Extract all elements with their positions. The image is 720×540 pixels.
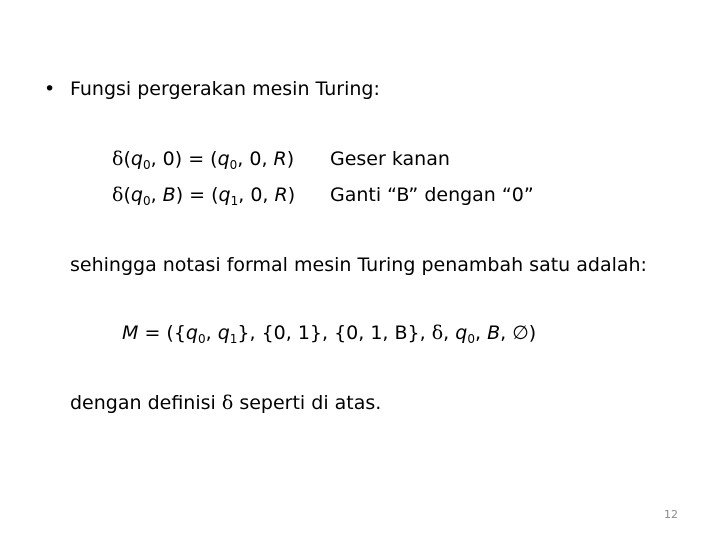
empty-set-symbol: ∅ [512, 322, 529, 344]
blank-symbol: B [162, 184, 176, 206]
rule-text: ( [123, 148, 131, 170]
formal-text: }, {0, 1}, {0, 1, B}, [237, 322, 432, 344]
state-q: q [455, 322, 468, 344]
formal-text: ) [528, 322, 537, 344]
transition-description-1: Geser kanan [330, 148, 450, 170]
paragraph-definition [70, 392, 381, 414]
state-subscript: 1 [230, 194, 239, 208]
state-q: q [217, 148, 230, 170]
delta-symbol: δ [112, 148, 124, 170]
state-q: q [185, 322, 198, 344]
state-subscript: 1 [229, 332, 238, 346]
formal-text: , [474, 322, 488, 344]
rule-text: , 0) = ( [150, 148, 218, 170]
formal-text: , [443, 322, 456, 344]
rule-text: , 0, [238, 184, 275, 206]
rule-text: ) [287, 184, 296, 206]
state-q: q [130, 184, 143, 206]
formal-notation [122, 322, 536, 344]
definition-text: dengan definisi [70, 392, 222, 414]
delta-symbol: δ [431, 322, 444, 344]
formal-text: , [205, 322, 218, 344]
formal-text: = ({ [138, 322, 186, 344]
bullet-heading [44, 78, 380, 100]
blank-symbol: B [487, 322, 501, 344]
delta-symbol: δ [112, 184, 124, 206]
definition-text: seperti di atas. [233, 392, 382, 414]
page-number: 12 [664, 508, 678, 521]
rule-text: ) [286, 148, 295, 170]
state-q: q [130, 148, 143, 170]
transition-description-2: Ganti “B” dengan “0” [330, 184, 534, 206]
bullet-text: Fungsi pergerakan mesin Turing: [70, 78, 380, 100]
transition-rule-1 [112, 148, 294, 170]
state-subscript: 0 [142, 194, 151, 208]
state-subscript: 0 [229, 158, 238, 172]
rule-text: ) = ( [175, 184, 219, 206]
delta-symbol: δ [221, 392, 234, 414]
paragraph-formal-intro: sehingga notasi formal mesin Turing penambah satu adalah: [70, 254, 647, 276]
bullet-icon: • [44, 78, 56, 100]
direction: R [274, 184, 288, 206]
machine-symbol: M [122, 322, 139, 344]
state-subscript: 0 [142, 158, 151, 172]
rule-text: , [150, 184, 163, 206]
state-q: q [218, 184, 231, 206]
direction: R [273, 148, 287, 170]
transition-rule-2 [112, 184, 295, 206]
formal-text: , [500, 322, 513, 344]
rule-text: ( [123, 184, 131, 206]
state-subscript: 0 [197, 332, 206, 346]
state-q: q [217, 322, 230, 344]
state-subscript: 0 [467, 332, 475, 346]
rule-text: , 0, [237, 148, 274, 170]
